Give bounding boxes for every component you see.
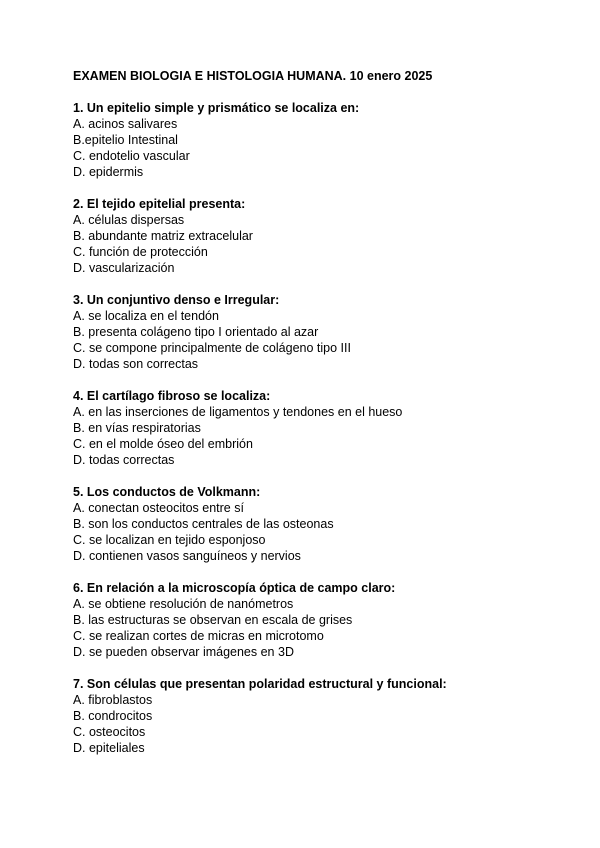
option-d: D. epiteliales [73, 741, 145, 755]
option-c: C. se realizan cortes de micras en microtomo [73, 629, 324, 643]
option-b: B. las estructuras se observan en escala de grises [73, 613, 353, 627]
option-b: B.epitelio Intestinal [73, 133, 178, 147]
option-d: D. todas son correctas [73, 357, 199, 371]
option-a: A. células dispersas [73, 213, 185, 227]
option-a: A. acinos salivares [73, 117, 178, 131]
option-b: B. condrocitos [73, 709, 153, 723]
option-d: D. todas correctas [73, 453, 175, 467]
question-7 [73, 676, 573, 756]
option-c: C. en el molde óseo del embrión [73, 437, 253, 451]
option-d: D. epidermis [73, 165, 144, 179]
option-d: D. vascularización [73, 261, 175, 275]
question-6 [73, 580, 573, 660]
option-c: C. se compone principalmente de colágeno tipo III [73, 341, 351, 355]
question-text: 6. En relación a la microscopía óptica de campo claro: [73, 581, 396, 595]
option-d: D. se pueden observar imágenes en 3D [73, 645, 294, 659]
option-a: A. se localiza en el tendón [73, 309, 219, 323]
option-b: B. abundante matriz extracelular [73, 229, 253, 243]
option-c: C. se localizan en tejido esponjoso [73, 533, 266, 547]
option-a: A. conectan osteocitos entre sí [73, 501, 244, 515]
option-d: D. contienen vasos sanguíneos y nervios [73, 549, 301, 563]
option-a: A. se obtiene resolución de nanómetros [73, 597, 294, 611]
question-text: 2. El tejido epitelial presenta: [73, 197, 246, 211]
option-b: B. presenta colágeno tipo I orientado al azar [73, 325, 319, 339]
question-1 [73, 100, 573, 180]
question-text: 7. Son células que presentan polaridad estructural y funcional: [73, 677, 447, 691]
question-2 [73, 196, 573, 276]
question-4 [73, 388, 573, 468]
option-c: C. función de protección [73, 245, 208, 259]
question-text: 4. El cartílago fibroso se localiza: [73, 389, 271, 403]
option-c: C. osteocitos [73, 725, 146, 739]
question-text: 3. Un conjuntivo denso e Irregular: [73, 293, 280, 307]
option-c: C. endotelio vascular [73, 149, 190, 163]
question-text: 1. Un epitelio simple y prismático se localiza en: [73, 101, 360, 115]
option-b: B. son los conductos centrales de las osteonas [73, 517, 334, 531]
question-text: 5. Los conductos de Volkmann: [73, 485, 261, 499]
exam-title: EXAMEN BIOLOGIA E HISTOLOGIA HUMANA. 10 enero 2025 [73, 69, 433, 83]
option-a: A. fibroblastos [73, 693, 153, 707]
question-3 [73, 292, 573, 372]
question-5 [73, 484, 573, 564]
option-a: A. en las inserciones de ligamentos y tendones en el hueso [73, 405, 403, 419]
option-b: B. en vías respiratorias [73, 421, 201, 435]
exam-page [73, 68, 573, 772]
